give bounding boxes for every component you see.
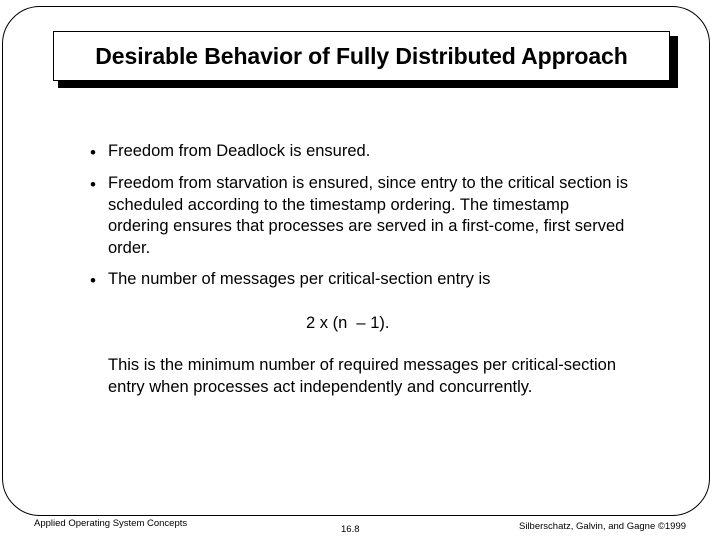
- bullet-dot-3: •: [90, 271, 96, 290]
- explanation-paragraph: This is the minimum number of required messages per critical-section entry when processes act independently and concurrently.: [108, 356, 617, 396]
- bullet-text-1: Freedom from Deadlock is ensured.: [108, 142, 371, 160]
- bullet-dot-2: •: [90, 175, 96, 194]
- footer-book-title: Applied Operating System Concepts: [34, 518, 188, 529]
- bullet-text-3: The number of messages per critical-section entry is: [108, 270, 491, 288]
- footer-page-number: 16.8: [341, 524, 360, 535]
- bullet-dot-1: •: [90, 143, 96, 162]
- footer-copyright: Silberschatz, Galvin, and Gagne ©1999: [519, 521, 687, 532]
- bullet-text-2: Freedom from starvation is ensured, since entry to the critical section is scheduled according to the timestamp ordering. The timestamp ordering ensures that processes are served in a first-come, first served order.: [108, 174, 628, 257]
- slide-title: Desirable Behavior of Fully Distributed Approach: [95, 42, 628, 69]
- message-count-formula: 2 x (n – 1).: [306, 314, 390, 332]
- title-box: [53, 31, 670, 81]
